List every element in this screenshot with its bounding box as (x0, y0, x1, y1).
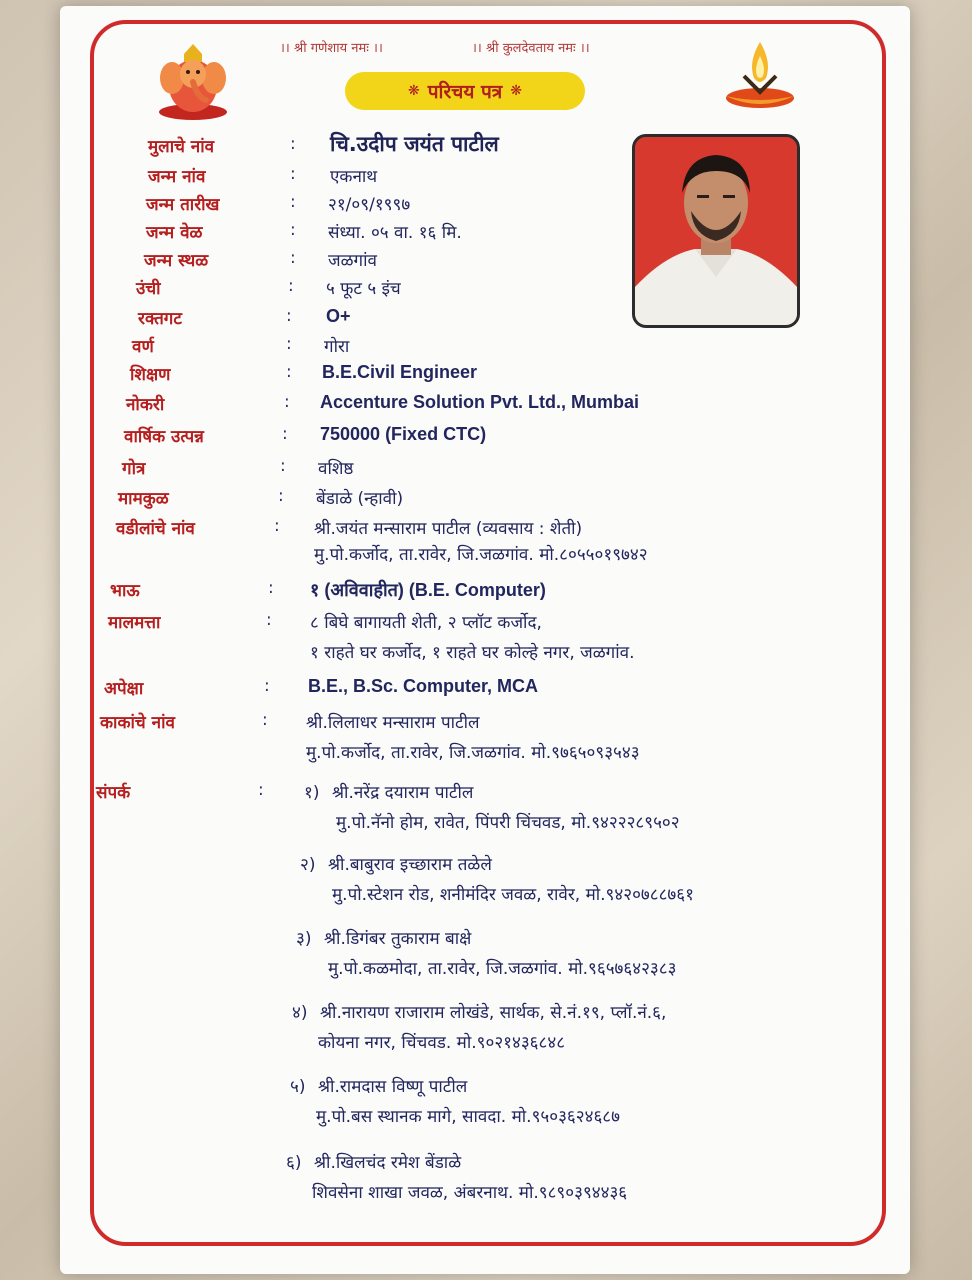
title-banner (345, 72, 585, 110)
detail-label: मालमत्ता (108, 613, 161, 633)
diya-lamp-icon (720, 34, 800, 114)
ornament-icon: ❋ (408, 83, 420, 99)
detail-label: वर्ण (132, 337, 154, 357)
profile-photo (632, 134, 800, 328)
detail-colon: : (268, 578, 274, 598)
contact-name: श्री.डिगंबर तुकाराम बाक्षे (324, 929, 472, 949)
detail-value: जळगांव (328, 251, 377, 271)
detail-colon: : (282, 424, 288, 444)
contact-number: ३) (296, 929, 312, 949)
detail-label: मुलाचे नांव (148, 137, 215, 157)
detail-label: अपेक्षा (104, 679, 144, 699)
contact-number: ४) (292, 1003, 308, 1023)
detail-colon: : (262, 710, 268, 730)
detail-colon: : (290, 134, 296, 154)
card-title: परिचय पत्र (427, 81, 503, 103)
detail-colon: : (286, 362, 292, 382)
contact-address: शिवसेना शाखा जवळ, अंबरनाथ. मो.९८९०३९४४३६ (312, 1183, 628, 1203)
contact-name: श्री.खिलचंद रमेश बेंडाळे (314, 1153, 462, 1173)
detail-value: ८ बिघे बागायती शेती, २ प्लॉट कर्जोद, (310, 613, 542, 633)
detail-value: श्री.लिलाधर मन्साराम पाटील (306, 713, 480, 733)
detail-value: 750000 (Fixed CTC) (320, 424, 487, 444)
contact-address: मु.पो.स्टेशन रोड, शनीमंदिर जवळ, रावेर, मो.९४२०७८८७६१ (332, 885, 694, 905)
contact-number: १) (304, 783, 320, 803)
detail-colon: : (290, 192, 296, 212)
contact-colon: : (258, 780, 264, 800)
detail-colon: : (290, 220, 296, 240)
biodata-card (60, 6, 910, 1274)
contact-name: श्री.नरेंद्र दयाराम पाटील (332, 783, 474, 803)
contact-address: मु.पो.कळमोदा, ता.रावेर, जि.जळगांव. मो.९६५७६४२३८३ (328, 959, 677, 979)
detail-label: जन्म तारीख (146, 195, 220, 215)
detail-label: भाऊ (110, 581, 140, 601)
detail-value: B.E.Civil Engineer (322, 362, 478, 382)
detail-value: ५ फूट ५ इंच (326, 279, 401, 299)
ganesh-icon (154, 42, 232, 122)
person-portrait-image (635, 137, 797, 325)
detail-value: Accenture Solution Pvt. Ltd., Mumbai (320, 392, 640, 412)
detail-colon: : (274, 516, 280, 536)
contact-number: ६) (286, 1153, 302, 1173)
detail-value: संध्या. ०५ वा. १६ मि. (328, 223, 462, 243)
detail-colon: : (286, 306, 292, 326)
detail-value: B.E., B.Sc. Computer, MCA (308, 676, 539, 696)
detail-value: श्री.जयंत मन्साराम पाटील (व्यवसाय : शेती) (314, 519, 583, 539)
detail-colon: : (278, 486, 284, 506)
detail-label: मामकुळ (118, 489, 169, 509)
detail-value: २१/०९/१९९७ (328, 195, 411, 215)
detail-colon: : (284, 392, 290, 412)
detail-colon: : (290, 248, 296, 268)
detail-value: एकनाथ (330, 167, 378, 187)
contact-address: मु.पो.बस स्थानक मागे, सावदा. मो.९५०३६२४६८७ (316, 1107, 620, 1127)
detail-colon: : (280, 456, 286, 476)
detail-label: काकांचे नांव (100, 713, 175, 733)
detail-label: जन्म नांव (148, 167, 206, 187)
ornament-icon: ❋ (510, 83, 522, 99)
contact-name: श्री.नारायण राजाराम लोखंडे, सार्थक, से.नं.१९, प्लॉ.नं.६, (320, 1003, 667, 1023)
detail-value: बेंडाळे (न्हावी) (316, 489, 404, 509)
detail-label: जन्म स्थळ (144, 251, 209, 271)
detail-value: १ (अविवाहीत) (B.E. Computer) (310, 580, 546, 600)
detail-value: वशिष्ठ (318, 459, 354, 479)
detail-label: वडीलांचे नांव (116, 519, 195, 539)
detail-value-line2: १ राहते घर कर्जोद, १ राहते घर कोल्हे नगर, जळगांव. (310, 643, 635, 663)
contact-address: कोयना नगर, चिंचवड. मो.९०२१४३६८४८ (318, 1033, 566, 1053)
contact-number: २) (300, 855, 316, 875)
detail-colon: : (288, 276, 294, 296)
detail-colon: : (290, 164, 296, 184)
contact-name: श्री.रामदास विष्णू पाटील (318, 1077, 468, 1097)
detail-value: गोरा (324, 337, 350, 357)
detail-value-line2: मु.पो.कर्जोद, ता.रावेर, जि.जळगांव. मो.८०५५०१९७४२ (314, 545, 648, 565)
shloka-right: ।। श्री कुलदेवताय नमः ।। (472, 41, 590, 56)
detail-label: रक्तगट (138, 309, 182, 329)
detail-label: उंची (136, 279, 161, 299)
detail-value: O+ (326, 306, 351, 326)
shloka-left: ।। श्री गणेशाय नमः ।। (280, 41, 383, 56)
detail-label: गोत्र (122, 459, 146, 479)
contact-address: मु.पो.नॅनो होम, रावेत, पिंपरी चिंचवड, मो.९४२२२८९५०२ (336, 813, 680, 833)
detail-colon: : (266, 610, 272, 630)
detail-colon: : (264, 676, 270, 696)
contact-number: ५) (290, 1077, 306, 1097)
detail-value: चि.उदीप जयंत पाटील (330, 132, 499, 156)
detail-label: वार्षिक उत्पन्न (124, 427, 204, 447)
detail-label: शिक्षण (130, 365, 171, 385)
contact-name: श्री.बाबुराव इच्छाराम तळेले (328, 855, 492, 875)
detail-colon: : (286, 334, 292, 354)
detail-label: नोकरी (126, 395, 165, 415)
contact-label: संपर्क (96, 783, 131, 803)
detail-value-line2: मु.पो.कर्जोद, ता.रावेर, जि.जळगांव. मो.९७६५०९३५४३ (306, 743, 640, 763)
detail-label: जन्म वेळ (146, 223, 203, 243)
